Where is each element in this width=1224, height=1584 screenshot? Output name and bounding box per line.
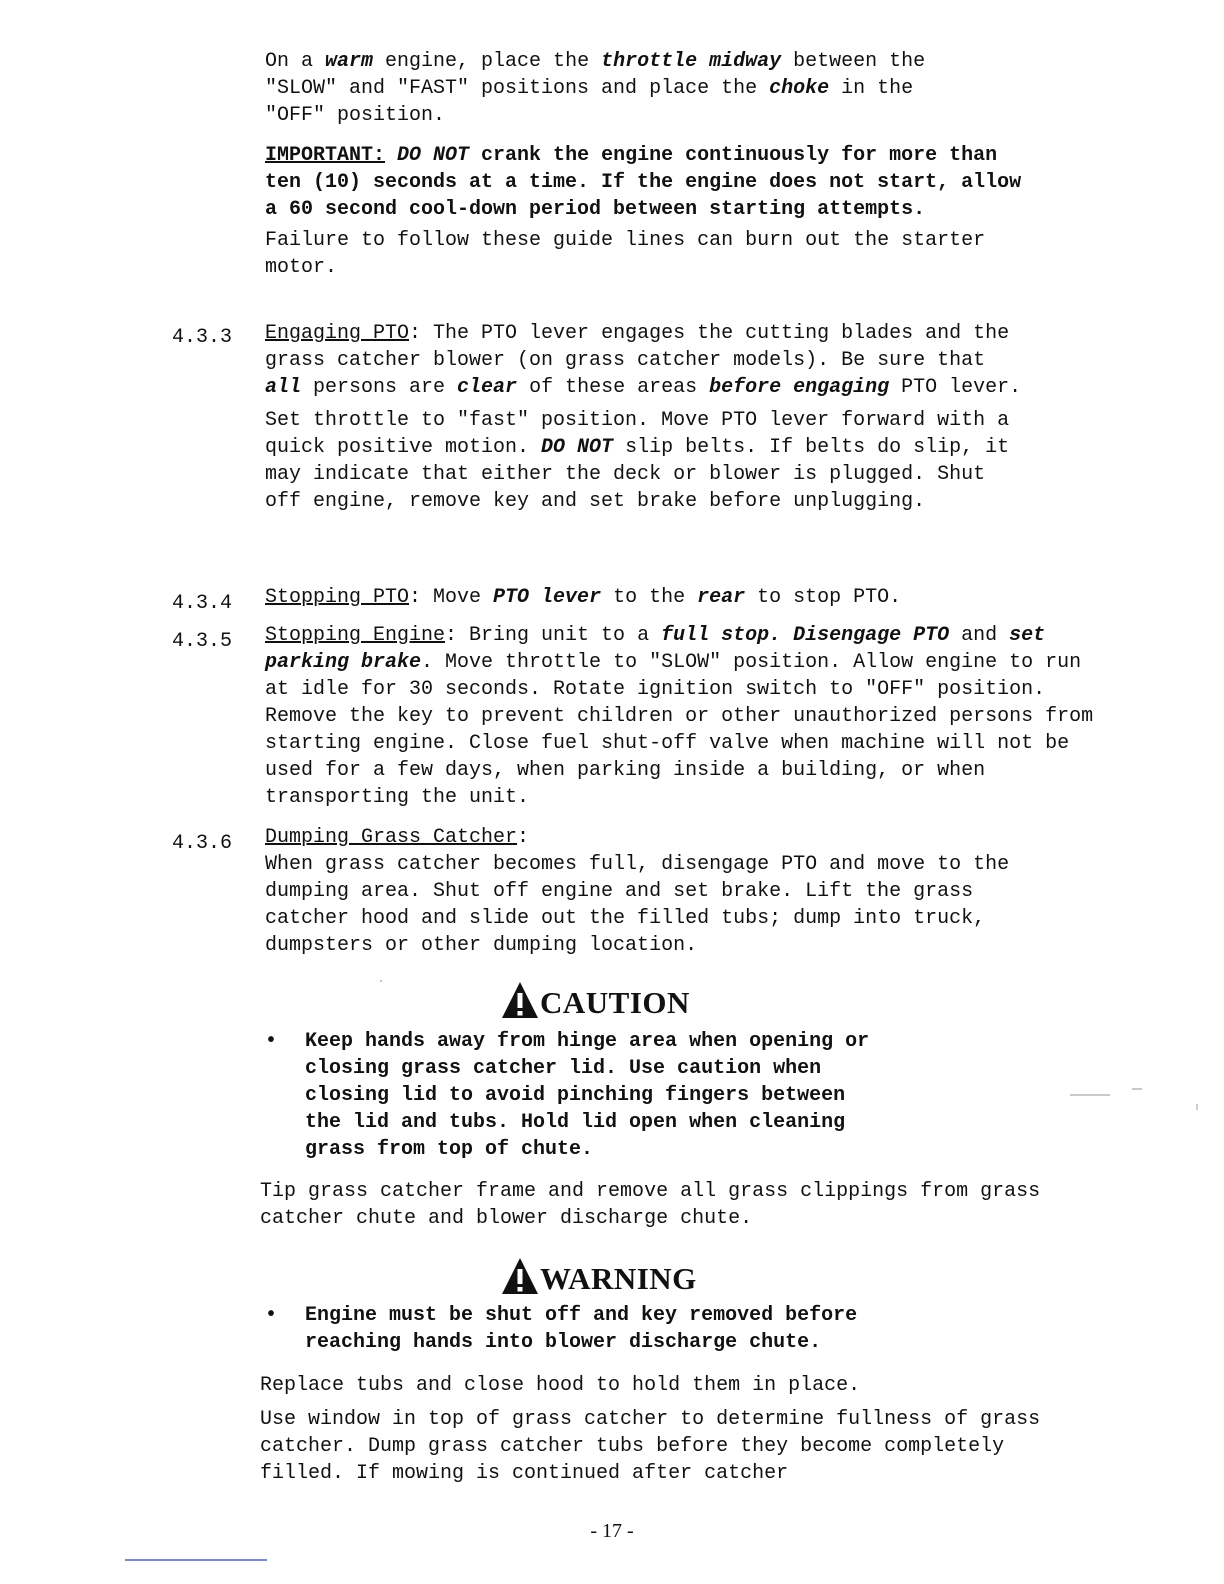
page-number: - 17 -	[590, 1520, 634, 1542]
replace-paragraph	[260, 1372, 1060, 1399]
warning-triangle-icon	[500, 980, 540, 1020]
section-number: 4.3.5	[172, 630, 233, 653]
emphasis: full stop. Disengage PTO	[661, 624, 950, 647]
section-number: 4.3.3	[172, 326, 233, 349]
emphasis: throttle midway	[601, 50, 782, 73]
section-heading: Dumping Grass Catcher	[265, 826, 518, 849]
text: : Bring unit to a	[445, 624, 662, 647]
section-engaging-pto	[265, 320, 1025, 515]
tip-text: Tip grass catcher frame and remove all grass clippings from grass catcher chute and blower discharge chute.	[260, 1180, 1041, 1230]
bullet-icon: •	[265, 1304, 278, 1327]
warning-text: Engine must be shut off and key removed before reaching hands into blower discharge chute.	[305, 1304, 858, 1354]
text: : The PTO lever engages the cutting blades and the grass catcher blower (on grass catcher models). Be sure that	[265, 322, 1010, 372]
section-stopping-pto	[265, 584, 1025, 611]
scan-speck	[1132, 1088, 1142, 1090]
section-heading: Stopping Engine	[265, 624, 446, 647]
scan-speck	[1196, 1104, 1198, 1110]
failure-warning-text: Failure to follow these guide lines can burn out the starter motor.	[265, 229, 986, 279]
text: engine, place the	[373, 50, 602, 73]
warning-triangle-icon	[500, 1256, 540, 1296]
section-heading: Engaging PTO	[265, 322, 410, 345]
emphasis: before engaging	[709, 376, 890, 399]
window-paragraph	[260, 1406, 1050, 1487]
dumping-instructions: When grass catcher becomes full, disengage PTO and move to the dumping area. Shut off engine and set brake. Lift the grass catcher hood and slide out the filled tubs; dump into truck, dumpsters or other dumping location.	[265, 853, 1010, 957]
emphasis: rear	[697, 586, 746, 609]
text: between the "SLOW" and "FAST" positions and place the	[265, 50, 926, 100]
text: persons are	[301, 376, 458, 399]
section-heading: Stopping PTO	[265, 586, 410, 609]
emphasis: clear	[457, 376, 518, 399]
section-stopping-engine	[265, 622, 1115, 811]
text: in the "OFF" position.	[265, 77, 914, 127]
caution-header	[500, 976, 690, 1020]
text: PTO lever.	[889, 376, 1022, 399]
scan-speck	[1070, 1094, 1110, 1096]
text: :	[517, 826, 530, 849]
replace-text: Replace tubs and close hood to hold them in place.	[260, 1374, 861, 1397]
important-notice	[265, 142, 1035, 281]
caution-label: CAUTION	[540, 985, 690, 1020]
tip-paragraph	[260, 1178, 1050, 1232]
warm-engine-paragraph	[265, 48, 985, 129]
emphasis: PTO lever	[493, 586, 602, 609]
section-number: 4.3.4	[172, 592, 233, 615]
bullet-icon: •	[265, 1030, 278, 1053]
important-label: IMPORTANT:	[265, 144, 386, 167]
text: of these areas	[517, 376, 710, 399]
emphasis: set parking brake	[265, 624, 1046, 674]
warning-label: WARNING	[540, 1261, 697, 1296]
emphasis: all	[265, 376, 302, 399]
scan-speck	[380, 980, 382, 982]
text: to the	[601, 586, 698, 609]
section-dumping-grass-catcher	[265, 824, 1045, 959]
warning-header	[500, 1252, 697, 1296]
emphasis: warm	[325, 50, 374, 73]
caution-bullet	[265, 1028, 885, 1163]
text: and	[949, 624, 1010, 647]
important-text: crank the engine continuously for more than ten (10) seconds at a time. If the engine does not start, allow a 60 second cool-down period between starting attempts.	[265, 144, 1022, 221]
emphasis: DO NOT	[541, 436, 614, 459]
text: . Move throttle to "SLOW" position. Allow engine to run at idle for 30 seconds. Rotate ignition switch to "OFF" position. Remove the key to prevent children or other unauthorized persons from starting engine. Close fuel shut-off valve when machine will not be used for a few days, when parking inside a building, or when transporting the unit.	[265, 651, 1094, 809]
text: Set throttle to "fast" position. Move PTO lever forward with a quick positive motion.	[265, 409, 1010, 459]
text: to stop PTO.	[745, 586, 902, 609]
caution-text: Keep hands away from hinge area when opening or closing grass catcher lid. Use caution when closing lid to avoid pinching fingers between the lid and tubs. Hold lid open when cleaning grass from top of chute.	[305, 1030, 870, 1161]
text: On a	[265, 50, 326, 73]
section-number: 4.3.6	[172, 832, 233, 855]
text: : Move	[409, 586, 494, 609]
footer-rule	[125, 1559, 267, 1561]
text: slip belts. If belts do slip, it may indicate that either the deck or blower is plugged. Shut off engine, remove key and set brake before unplugging.	[265, 436, 1010, 513]
warning-bullet	[265, 1302, 905, 1356]
emphasis: choke	[769, 77, 830, 100]
window-text: Use window in top of grass catcher to determine fullness of grass catcher. Dump grass catcher tubs before they become completely filled. If mowing is continued after catcher	[260, 1408, 1041, 1485]
emphasis: DO NOT	[385, 144, 470, 167]
